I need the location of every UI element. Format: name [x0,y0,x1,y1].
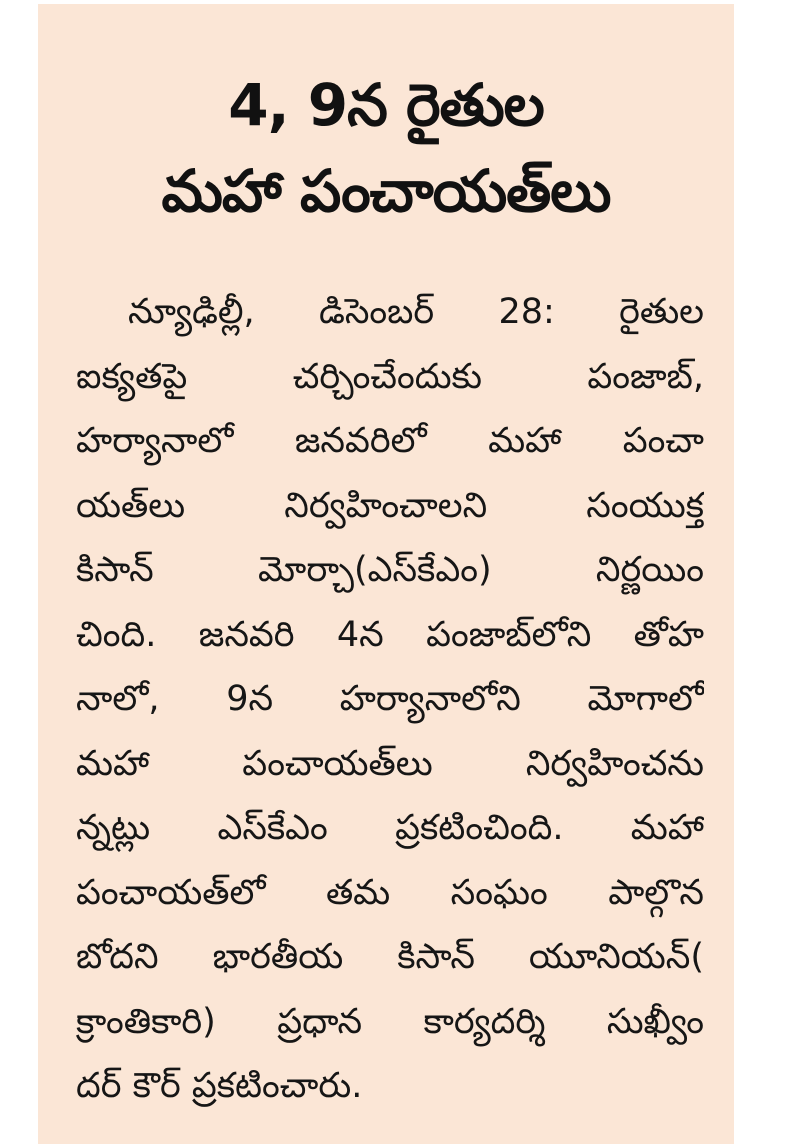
body-line: మహా పంచాయత్‌లు నిర్వహించను [76,743,704,784]
body-line: క్రాంతికారి) ప్రధాన కార్యదర్శి సుఖ్వీం [76,1001,704,1042]
headline-line: మహా పంచాయత్‌లు [161,157,611,225]
body-line: న్నట్లు ఎస్‌కేఎం ప్రకటించింది. మహా [76,808,704,848]
body-line: ఐక్యతపై చర్చించేందుకు పంజాబ్, [76,356,704,397]
article-headline [38,62,734,234]
body-line: కిసాన్ మోర్చా(ఎస్‌కేఎం) నిర్ణయిం [76,550,704,590]
body-line: న్యూఢిల్లీ, డిసెంబర్ 28: రైతుల [128,292,704,332]
newspaper-clipping [38,4,734,1144]
body-line: నాలో, 9న హర్యానాలోని మోగాలో [76,679,704,719]
body-line: పంచాయత్‌లో తమ సంఘం పాల్గొన [76,872,704,913]
article-body [76,280,704,1119]
headline-line: 4, 9న రైతుల [228,71,544,139]
body-line: చింది. జనవరి 4న పంజాబ్‌లోని తోహ [76,614,704,655]
body-line: హర్యానాలో జనవరిలో మహా పంచా [76,421,704,461]
body-line: బోదని భారతీయ కిసాన్ యూనియన్( [76,937,704,977]
body-line: యత్‌లు నిర్వహించాలని సంయుక్త [76,485,704,526]
body-line: దర్ కౌర్ ప్రకటించారు. [76,1066,363,1106]
